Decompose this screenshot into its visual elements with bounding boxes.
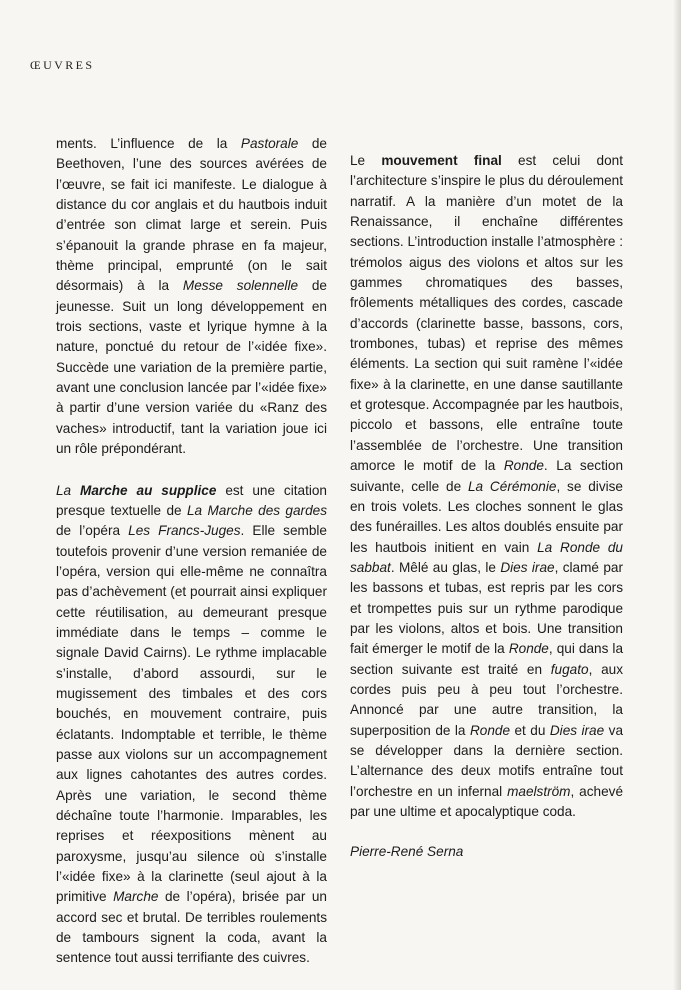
text-run: de Beethoven, l’une des sources avérées de l’œuvre, se fait ici manifeste. Le dialogue à distance du cor anglais et du hautbois induit d’entrée son climat large et serein. Puis s’épanouit la grande phrase en fa majeur, thème principal, emprunté (on le sait désormais) à la (56, 136, 327, 294)
text-run: de l’opéra), brisée par un accord sec et brutal. De terribles roulements de tambours signent la coda, avant la sentence tout aussi terrifiante des cuivres. (56, 889, 327, 966)
text-run: Les Francs-Juges (128, 523, 241, 539)
text-run: Pastorale (240, 136, 299, 151)
text-run: Messe solennelle (182, 278, 299, 294)
text-run: . La section suivante, celle de (350, 458, 624, 494)
text-run: va se développer dans la dernière section. L’alternance des deux motifs entraîne tout l’orchestre en un infernal (350, 722, 624, 799)
text-run: Le (350, 153, 382, 168)
paragraph-mouvement-final (350, 151, 623, 822)
text-run: de l’opéra (56, 523, 129, 539)
text-run: est une citation presque textuelle de (56, 482, 327, 518)
text-run: Dies irae (549, 722, 605, 738)
text-run: ments. L’influence de la (56, 136, 241, 151)
text-run: maelström (507, 783, 571, 799)
page-edge-shadow (673, 0, 681, 990)
text-run: et du (510, 722, 550, 738)
text-run: , qui dans la section suivante est traité en (350, 641, 624, 677)
text-run: , achevé par une ultime et apocalyptique coda. (350, 783, 624, 819)
right-column (350, 151, 623, 863)
text-run: La Ronde du sabbat (350, 539, 623, 575)
text-run: La (56, 482, 81, 498)
text-run: fugato (550, 661, 589, 677)
text-run: La Marche des gardes (186, 502, 327, 518)
text-run: Marche (113, 889, 159, 905)
running-header: ŒUVRES (30, 58, 95, 72)
text-run: . Mêlé au glas, le (390, 559, 501, 575)
text-run: Ronde (503, 458, 544, 474)
text-run: mouvement final (381, 153, 502, 168)
author-signature: Pierre-René Serna (350, 844, 464, 860)
text-run: , clamé par les bassons et tubas, est repris par les cors et trompettes puis sur un rythme parodique par les violons, altos et bois. Une transition fait émerger le motif de la (350, 559, 623, 657)
paragraph-marche-au-supplice (56, 481, 327, 969)
text-run: , aux cordes puis peu à peu tout l’orchestre. Annoncé par une autre transition, la superposition de la (350, 661, 623, 738)
paragraph-pastorale (56, 134, 327, 460)
text-run: . Elle semble toutefois provenir d’une version remaniée de l’opéra, version qui elle-même ne connaîtra pas d’achèvement (et pourrait ainsi expliquer cette réutilisation, au demeurant presque immédiate dans le temps – comme le signale David Cairns). Le rythme implacable s’installe, d’abord assourdi, sur le mugissement des timbales et des cors bouchés, en mouvement contraire, puis éclatants. Indomptable et terrible, le thème passe aux violons sur un accompagnement aux lignes cahotantes des autres cordes. Après une variation, le second thème déchaîne toute l’harmonie. Imparables, les reprises et réexpositions mènent au paroxysme, jusqu’au silence où s’installe l’«idée fixe» à la clarinette (seul ajout à la primitive (56, 523, 327, 905)
text-run: Ronde (469, 722, 511, 738)
text-run: Marche au supplice (80, 482, 217, 498)
text-run: Dies irae (500, 559, 555, 575)
left-column (56, 134, 327, 969)
text-run: est celui dont l’architecture s’inspire le plus du déroulement narratif. A la manière d’un motet de la Renaissance, il enchaîne différentes sections. L’introduction installe l’atmosphère : trémolos aigus des violons et altos sur les gammes chromatiques des basses, frôlements métalliques des cordes, cascade d’accords (clarinette basse, bassons, cors, trombones, tubas) et reprise des mêmes éléments. La section qui suit ramène l’«idée fixe» à la clarinette, en une danse sautillante et grotesque. Accompagnée par les hautbois, piccolo et bassons, elle entraîne toute l’assemblée de l’orchestre. Une transition amorce le motif de la (350, 153, 623, 474)
text-run: de jeunesse. Suit un long développement en trois sections, vaste et lyrique hymne à la nature, ponctué du retour de l’«idée fixe». Succède une variation de la première partie, avant une conclusion lancée par l’«idée fixe» à partir d’une version variée du «Ranz des vaches» introductif, tant la variation joue ici un rôle prépondérant. (56, 278, 327, 457)
text-run: Ronde (508, 641, 549, 657)
paragraph-gap (56, 460, 327, 481)
text-run: La Cérémonie (467, 478, 557, 494)
text-run: , se divise en trois volets. Les cloches sonnent le glas des funérailles. Les altos doublés ensuite par les hautbois initient en vain (350, 478, 623, 555)
